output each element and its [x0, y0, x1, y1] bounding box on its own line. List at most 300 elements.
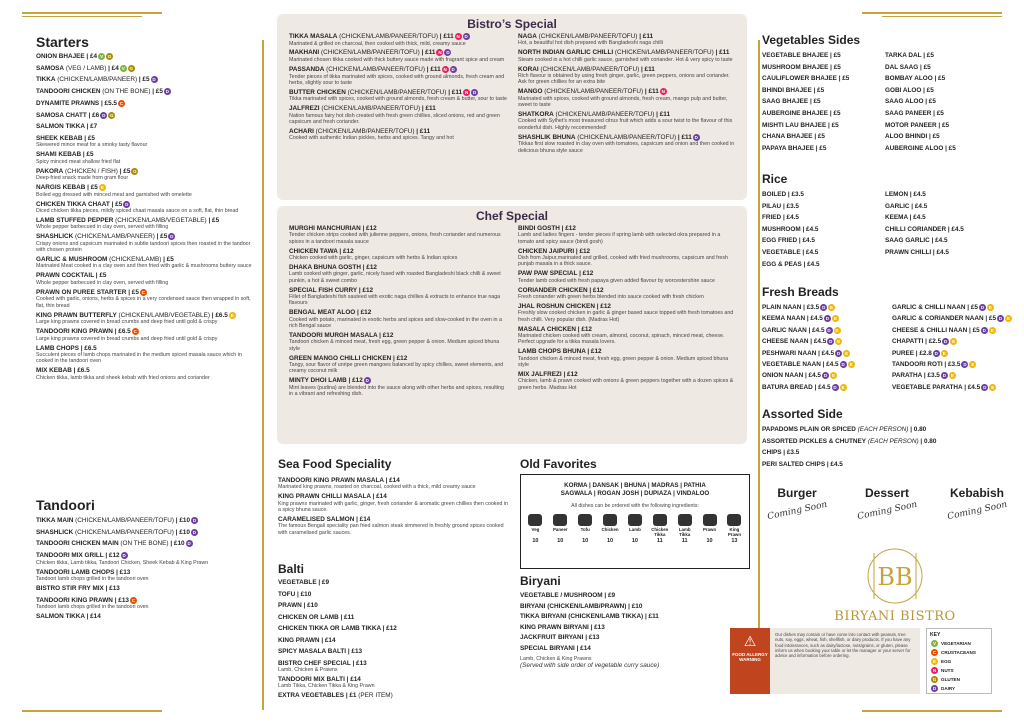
- biryani-title: Biryani: [520, 574, 561, 588]
- item-name: [518, 303, 737, 310]
- logo: [830, 545, 960, 624]
- item-name: [289, 49, 508, 57]
- allergen-dot: D: [472, 89, 477, 95]
- allergen-dot: N: [438, 50, 442, 56]
- menu-item: [36, 123, 258, 130]
- old-favorites-box: [520, 474, 750, 569]
- item-price: | £11: [676, 133, 692, 141]
- allergen-dot: D: [152, 77, 156, 83]
- bread-item: [762, 327, 888, 334]
- menu-item: [36, 289, 258, 309]
- item-title: PRAWN ON PUREE STARTER | £5: [36, 288, 139, 296]
- allergen-dot: N: [661, 89, 665, 95]
- item-title: MURGHI MANCHURIAN | £12: [289, 225, 377, 232]
- ingredient-icon: [653, 514, 667, 526]
- rice-left-list: [762, 191, 875, 272]
- ingredient-label: Chicken Tikka: [651, 527, 669, 537]
- ingredient-label: Chicken: [601, 527, 619, 532]
- item-description: The famous Bengali speciality pan fried salmon steak simmered in freshly ground spices cooked with caramelised garlic sauces.: [278, 523, 504, 536]
- item-name: [36, 151, 258, 158]
- ingredient-row: [523, 514, 747, 544]
- key-row: [930, 640, 988, 647]
- item-title: MANGO: [518, 88, 543, 96]
- coming-title: Burger: [777, 486, 817, 500]
- item-title: JALFREZI: [289, 105, 320, 113]
- ingredient: [524, 514, 546, 544]
- item-variant: (CHICKEN/LAMB/PANEER/TOFU): [319, 105, 421, 113]
- side-item: BOILED | £3.5: [762, 191, 804, 198]
- allergen-dot: D: [934, 350, 938, 356]
- assorted-name: PAPADOMS PLAIN OR SPICED: [762, 426, 856, 433]
- ingredient-label: Veg: [531, 527, 540, 532]
- menu-item: [289, 105, 508, 125]
- item-title: KING PRAWN | £14: [278, 636, 336, 644]
- item-description: Lamb Tikka, Chicken Tikka & King Prawn: [278, 683, 375, 690]
- coming-card: [762, 486, 832, 523]
- item-description: Chicken cooked with garlic, ginger, capsicum with herbs & Indian spices: [289, 255, 458, 261]
- item-description: Tandoori chicken & minced meat, fresh egg, green pepper & onion. Medium spiced bhuna style: [518, 355, 729, 368]
- item-title: SHASHLICK: [36, 233, 74, 241]
- allergen-dot: D: [825, 316, 829, 322]
- ingredient-icon: [703, 514, 717, 526]
- item-name: [36, 367, 258, 374]
- allergen-dot: D: [170, 234, 174, 240]
- item-description: Chicken tikka, Lamb tikka, Tandoori Chicken, Sheek Kebab & King Prawn: [36, 559, 209, 566]
- allergen-dot: N: [443, 66, 447, 72]
- allergen-dot: E: [841, 384, 845, 390]
- item-name: [289, 128, 508, 135]
- menu-item: [518, 49, 737, 63]
- item-variant: (ON THE BONE): [118, 540, 169, 548]
- item-description: Cooked with potato, marinated in exotic herbs and spices and slow-cooked in the oven in a rich Bengal sauce: [289, 316, 502, 329]
- bistro-right-list: [518, 33, 737, 157]
- item-name: [36, 233, 258, 241]
- menu-item: [36, 100, 258, 108]
- ingredient-price: 13: [731, 538, 738, 544]
- ingredient-label: Lamb: [629, 527, 641, 532]
- item-title: SHASHLICK: [36, 528, 74, 536]
- menu-item: [36, 112, 258, 120]
- item-description: Diced chicken tikka pieces, mildly spiced chaat masala sauce on a soft, flat, thin bread: [36, 208, 239, 215]
- old-line-2: SAGWALA | ROGAN JOSH | DUPIAZA | VINDALOO: [560, 490, 710, 497]
- menu-item: [289, 264, 508, 284]
- menu-item: [36, 151, 258, 165]
- item-title: VEGETABLE | £9: [278, 579, 330, 586]
- item-title: TANDOORI KING PRAWN | £6.5: [36, 328, 131, 336]
- allergen-dot: E: [849, 361, 853, 367]
- menu-item: [278, 602, 508, 609]
- chef-right-list: [518, 225, 737, 400]
- ingredient-price: 10: [557, 538, 564, 544]
- side-item: KEEMA | £4.5: [885, 214, 926, 222]
- bread-item: [892, 350, 1018, 357]
- chef-special-title: Chef Special: [475, 209, 549, 223]
- item-title: CHICKEN OR LAMB | £11: [278, 613, 355, 621]
- ingredient: [599, 514, 621, 544]
- menu-item: [289, 309, 508, 329]
- allergen-dot: E: [971, 361, 975, 367]
- item-name: [36, 613, 258, 620]
- breads-section: [762, 285, 1018, 395]
- item-name: [278, 493, 508, 500]
- item-name: [36, 272, 258, 279]
- corner-tr2: [882, 16, 1002, 17]
- item-description: Cooked with Sylhet’s most treasured citrus fruit which adds a sour twist to the flavour of this wonderful dish. Highly recommended!: [518, 118, 733, 131]
- menu-item: [289, 89, 508, 103]
- item-name: [289, 225, 508, 232]
- allergen-dot: C: [119, 100, 124, 106]
- side-item: CHANA BHAJEE | £5: [762, 133, 825, 141]
- allergen-dot: E: [942, 350, 946, 356]
- item-description: Tandoori lamb chops grilled in the tandoori oven: [36, 604, 149, 611]
- item-title: ACHARI: [289, 127, 314, 135]
- item-description: Mint leaves (pudina) are blended into the sauce along with other herbs and spices, resulting in a vibrant and refreshing dish.: [289, 384, 504, 398]
- assorted-name: CHIPS | £3.5: [762, 449, 800, 457]
- old-favorites-section: [520, 457, 750, 569]
- allergen-dot: D: [932, 686, 937, 691]
- balti-section: [278, 562, 508, 704]
- item-variant: (CHICKEN/LAMB): [107, 256, 162, 264]
- item-description: Marinated with spices, cooked with ground almonds, fresh cream, mango pulp and butter, sweet to taste: [518, 95, 728, 109]
- item-title: JHAL ROSHUN CHICKEN | £12: [518, 302, 611, 310]
- item-title: TANDOORI MURGH MASALA | £12: [289, 331, 394, 339]
- assorted-price: | 0.80: [908, 426, 927, 433]
- key-label: NUTS: [941, 667, 954, 673]
- item-title: SPECIAL FISH CURRY | £12: [289, 286, 374, 294]
- bistro-special-panel: [277, 14, 747, 200]
- item-name: [518, 225, 737, 232]
- item-title: PRAWN COCKTAIL | £5: [36, 272, 107, 280]
- side-item: PAPAYA BHAJEE | £5: [762, 144, 827, 152]
- item-variant: (CHICKEN/LAMB/PANEER/TOFU): [542, 88, 644, 96]
- menu-item: [518, 303, 737, 323]
- side-item: FRIED | £4.5: [762, 214, 799, 222]
- menu-item: [36, 312, 258, 326]
- biryani-item: JACKFRUIT BIRYANI | £13: [520, 634, 600, 642]
- bread-name: PESHWARI NAAN | £4.5: [762, 349, 835, 357]
- bread-item: [762, 315, 888, 322]
- allergen-dot: E: [230, 312, 234, 318]
- menu-item: [278, 579, 508, 586]
- ingredient: [723, 514, 745, 544]
- item-description: Tender chicken strips cooked with julienne peppers, onions, fresh coriander and numerous spices in a tandoori masala sauce: [289, 232, 501, 245]
- side-item: CAULIFLOWER BHAJEE | £5: [762, 75, 850, 83]
- biryani-item: KING PRAWN BIRYANI | £13: [520, 623, 605, 631]
- item-title: TIKKA MAIN: [36, 517, 74, 525]
- item-description: Nation famous fairy hot dish created with fresh green chillies, sliced onions, red and green capsicum and fresh coriander.: [289, 112, 500, 125]
- side-item: AUBERGINE BHAJEE | £5: [762, 109, 841, 117]
- item-variant: (CHICKEN/LAMB/PANEER/TOFU): [575, 133, 677, 141]
- allergen-dot: C: [141, 289, 145, 295]
- allergen-dot: E: [950, 373, 954, 379]
- allergen-dot: D: [187, 541, 191, 547]
- bread-name: CHEESE NAAN | £4.5: [762, 338, 827, 346]
- item-price: | £10: [168, 540, 185, 548]
- bread-name: GARLIC NAAN | £4.5: [762, 326, 825, 334]
- key-list: [930, 640, 988, 692]
- item-variant: (CHICKEN/LAMB/PANEER/TOFU): [324, 66, 425, 74]
- item-title: BENGAL MEAT ALOO | £12: [289, 309, 372, 317]
- item-description: Marinated Meat cooked in a clay oven and then fried with garlic & mushrooms buttery sauce: [36, 263, 252, 270]
- ingredient-icon: [553, 514, 567, 526]
- ingredient: [624, 514, 646, 544]
- side-item: MISHTI LAU BHAJEE | £5: [762, 121, 839, 129]
- menu-item: [278, 625, 508, 632]
- item-description: Boiled egg dressed with minced meat and garnished with omelette: [36, 191, 192, 198]
- item-title: DHAKA BHUNA GOSTH | £12: [289, 263, 377, 271]
- key-row: [930, 685, 988, 692]
- allergy-box: [730, 628, 920, 694]
- bread-name: VEGETABLE PARATHA | £4.5: [892, 383, 981, 391]
- item-name: [278, 625, 508, 632]
- corner-bl: [22, 710, 162, 712]
- item-title: TIKKA MASALA: [289, 33, 338, 41]
- item-name: [36, 217, 258, 224]
- item-name: [518, 348, 737, 355]
- item-name: [278, 614, 508, 621]
- item-name: [278, 516, 508, 523]
- bread-item: [762, 372, 888, 379]
- menu-item: [36, 135, 258, 149]
- item-description: Cooked with garlic, onions, herbs & spices in a very condensed sauce then wrapped in soft, flat, thin bread: [36, 296, 251, 309]
- menu-item: [518, 88, 737, 108]
- menu-item: [289, 33, 508, 47]
- side-item: AUBERGINE ALOO | £5: [885, 144, 956, 152]
- item-name: [518, 66, 737, 73]
- item-description: Lamb and ladies fingers - tender pieces if spring lamb with selected okra prepared in a tomato and spicy sauce (bindi gosh): [518, 232, 721, 245]
- ingredient: [649, 514, 671, 544]
- starters-section: [36, 34, 258, 383]
- allergen-dot: D: [823, 373, 828, 379]
- ingredient-icon: [678, 514, 692, 526]
- corner-tl2: [22, 16, 142, 17]
- menu-item: [36, 88, 258, 96]
- ingredient-icon: [628, 514, 642, 526]
- allergen-dot: D: [694, 134, 698, 140]
- allergen-dot: D: [102, 112, 106, 118]
- side-item: VEGETABLE BHAJEE | £5: [762, 52, 841, 59]
- item-title: MINTY DHOI LAMB | £12: [289, 377, 363, 385]
- breads-title: Fresh Breads: [762, 285, 839, 299]
- item-name: [289, 377, 508, 385]
- item-name: [36, 88, 258, 96]
- menu-item: [518, 287, 737, 301]
- item-name: [36, 529, 258, 537]
- item-name: [36, 517, 258, 525]
- item-name: [289, 248, 508, 255]
- item-description: Spicy minced meat shallow fried flat: [36, 158, 121, 165]
- allergen-dot: D: [942, 373, 946, 379]
- old-favorites-title: Old Favorites: [520, 457, 597, 471]
- warning-icon: ⚠: [743, 633, 757, 649]
- item-title: BISTRO CHEF SPECIAL | £13: [278, 659, 367, 667]
- item-price: | £5: [154, 233, 168, 241]
- item-name: [36, 328, 258, 336]
- logo-mark: [864, 545, 926, 607]
- side-item: SAAG GARLIC | £4.5: [885, 237, 948, 245]
- menu-item: [278, 614, 508, 621]
- item-name: [36, 53, 258, 61]
- item-name: [518, 88, 737, 96]
- allergen-dot: D: [998, 316, 1003, 322]
- item-title: TANDOORI MIX BALTI | £14: [278, 676, 361, 684]
- item-name: [36, 123, 258, 130]
- side-item: EGG & PEAS | £4.5: [762, 260, 820, 268]
- menu-item: [36, 345, 258, 365]
- seafood-list: [278, 477, 508, 536]
- old-line-1: KORMA | DANSAK | BHUNA | MADRAS | PATHIA: [564, 482, 706, 489]
- allergen-dot: E: [830, 305, 834, 310]
- item-description: Chicken, lamb & prawn cooked with onions & green peppers together with a dozen spices & green herbs. Madras Hot: [518, 378, 734, 391]
- bread-name: PLAIN NAAN | £3.5: [762, 304, 820, 312]
- item-description: Lamb cooked with ginger, garlic, nicely fused with roasted Bangladeshi black chilli & sweet punkin, a hot & sweet combo: [289, 271, 501, 284]
- item-name: [289, 355, 508, 362]
- bread-name: ONION NAAN | £4.5: [762, 372, 821, 380]
- bread-item: [892, 372, 1018, 379]
- side-item: SAAG BHAJEE | £5: [762, 98, 821, 106]
- allergen-dot: D: [365, 378, 369, 384]
- ingredient-price: 11: [681, 538, 688, 544]
- item-title: TANDOORI MIX GRILL | £12: [36, 552, 120, 560]
- bread-name: CHEESE & CHILLI NAAN | £5: [892, 326, 980, 334]
- allergen-dot: G: [129, 65, 134, 71]
- allergen-dot: D: [829, 339, 833, 345]
- bread-item: [892, 361, 1018, 368]
- item-name: [278, 637, 508, 644]
- side-item: TARKA DAL | £5: [885, 52, 934, 59]
- item-variant: (CHICKEN/LAMB/VEGETABLE): [113, 217, 207, 224]
- ingredient-label: King Prawn: [727, 527, 742, 537]
- key-row: [930, 658, 988, 665]
- item-title: TANDOORI KING PRAWN MASALA | £14: [278, 477, 400, 484]
- assorted-name: ASSORTED PICKLES & CHUTNEY: [762, 437, 867, 445]
- item-title: SAMOSA: [36, 64, 65, 72]
- key-label: CRUSTACEANS: [941, 649, 976, 655]
- item-title: EXTRA VEGETABLES | £1: [278, 692, 357, 700]
- item-title: KING PRAWN BUTTERFLY: [36, 311, 117, 319]
- ingredient-label: Prawn: [702, 527, 717, 532]
- item-title: DYNAMITE PRAWNS | £5.5: [36, 100, 117, 108]
- key-label: EGG: [941, 658, 952, 664]
- bread-name: PARATHA | £3.5: [892, 372, 940, 380]
- item-price: | £11: [654, 111, 671, 119]
- rice-title: Rice: [762, 172, 788, 186]
- item-variant: (VEG / LAMB): [64, 64, 107, 72]
- item-title: SAMOSA CHATT | £6: [36, 111, 100, 119]
- side-item: GARLIC | £4.5: [885, 202, 928, 210]
- menu-item: [36, 597, 258, 611]
- item-title: CARAMELISED SALMON | £14: [278, 515, 371, 523]
- allergen-dot: D: [451, 66, 455, 72]
- allergen-dot: N: [932, 668, 937, 673]
- bread-item: [762, 304, 888, 311]
- allergen-dot: E: [837, 339, 841, 345]
- item-name: [289, 105, 508, 112]
- item-name: [518, 326, 737, 333]
- assorted-note: (EACH PERSON): [855, 426, 909, 433]
- veg-title: Vegetables Sides: [762, 33, 861, 47]
- menu-item: [518, 248, 737, 268]
- balti-list: [278, 579, 508, 700]
- assorted-list: [762, 426, 1012, 468]
- menu-item: [518, 111, 737, 131]
- allergen-dot: D: [980, 305, 985, 310]
- assorted-item: [762, 426, 1012, 433]
- menu-item: [289, 128, 508, 142]
- ingredient: [549, 514, 571, 544]
- menu-item: [278, 477, 508, 491]
- assorted-item: [762, 461, 1012, 468]
- side-item: MUSHROOM | £4.5: [762, 225, 819, 233]
- key-label: DAIRY: [941, 685, 956, 691]
- allergen-dot: D: [983, 384, 987, 390]
- key-label: GLUTEN: [941, 676, 960, 682]
- item-name: [278, 676, 508, 683]
- item-description: Marinated chicken cooked with cream, almond, coconut, spinach, minced meat, cheese. Perfect upgrade for a tikka masala lovers.: [518, 332, 725, 346]
- corner-tr: [862, 12, 1002, 14]
- coming-card: [942, 486, 1012, 523]
- key-box: [926, 628, 992, 694]
- item-name: [278, 648, 508, 655]
- item-variant: (PER ITEM): [356, 692, 393, 700]
- item-price: | £5: [117, 167, 131, 175]
- item-title: ONION BHAJEE | £4: [36, 53, 98, 61]
- item-title: BINDI GOSTH | £12: [518, 225, 576, 232]
- allergen-dot: E: [835, 327, 839, 333]
- item-name: [36, 112, 258, 120]
- bread-name: TANDOORI ROTI | £3.5: [892, 361, 961, 369]
- item-name: [518, 248, 737, 255]
- biryani-list: [520, 592, 750, 652]
- allergen-dot: E: [990, 327, 994, 333]
- allergen-dot: E: [833, 316, 837, 322]
- item-name: [289, 287, 508, 294]
- coming-soon-row: [762, 486, 1012, 523]
- item-variant: (CHICKEN/LAMB/PANEER/TOFU): [613, 49, 714, 57]
- item-title: CHICKEN JAIPURI | £12: [518, 247, 591, 255]
- menu-item: [36, 256, 258, 270]
- menu-item: [518, 371, 737, 391]
- item-variant: (CHICKEN/LAMB/PANEER/TOFU): [73, 528, 174, 536]
- item-name: [278, 692, 508, 699]
- veg-right-list: [885, 52, 998, 156]
- item-name: [36, 289, 258, 297]
- item-name: [36, 540, 258, 548]
- assorted-item: [762, 449, 1012, 456]
- coming-title: Kebabish: [949, 486, 1004, 500]
- item-title: GREEN MANGO CHILLI CHICKEN | £12: [289, 354, 408, 362]
- bread-item: [892, 327, 1018, 334]
- item-name: [36, 597, 258, 605]
- item-title: BISTRO STIR FRY MIX | £13: [36, 584, 120, 592]
- key-row: [930, 667, 988, 674]
- item-price: | £5: [161, 256, 174, 264]
- item-description: Rich flavour is obtained by using fresh ginger, garlic, green peppers, onions and coriander. Ask for green chillies for an extra bite: [518, 72, 730, 86]
- item-title: PAW PAW SPECIAL | £12: [518, 270, 594, 278]
- item-price: | £6.5: [210, 311, 228, 319]
- biryani-item: BIRYANI (CHICKEN/LAMB/PRAWN) | £10: [520, 602, 643, 610]
- ingredient-label: Tofu: [580, 527, 590, 532]
- item-description: Crispy onions and capsicum marinated in subtle tandoori spices then roasted in the tandoor with chosen protein: [36, 240, 251, 254]
- item-name: [278, 477, 508, 484]
- side-item: EGG FRIED | £4.5: [762, 237, 815, 245]
- coming-card: [852, 486, 922, 523]
- item-title: MASALA CHICKEN | £12: [518, 325, 592, 333]
- side-item: CHILLI CORIANDER | £4.5: [885, 225, 964, 233]
- allergen-dot: V: [121, 65, 125, 71]
- menu-item: [36, 65, 258, 73]
- allergen-dot: C: [131, 597, 136, 603]
